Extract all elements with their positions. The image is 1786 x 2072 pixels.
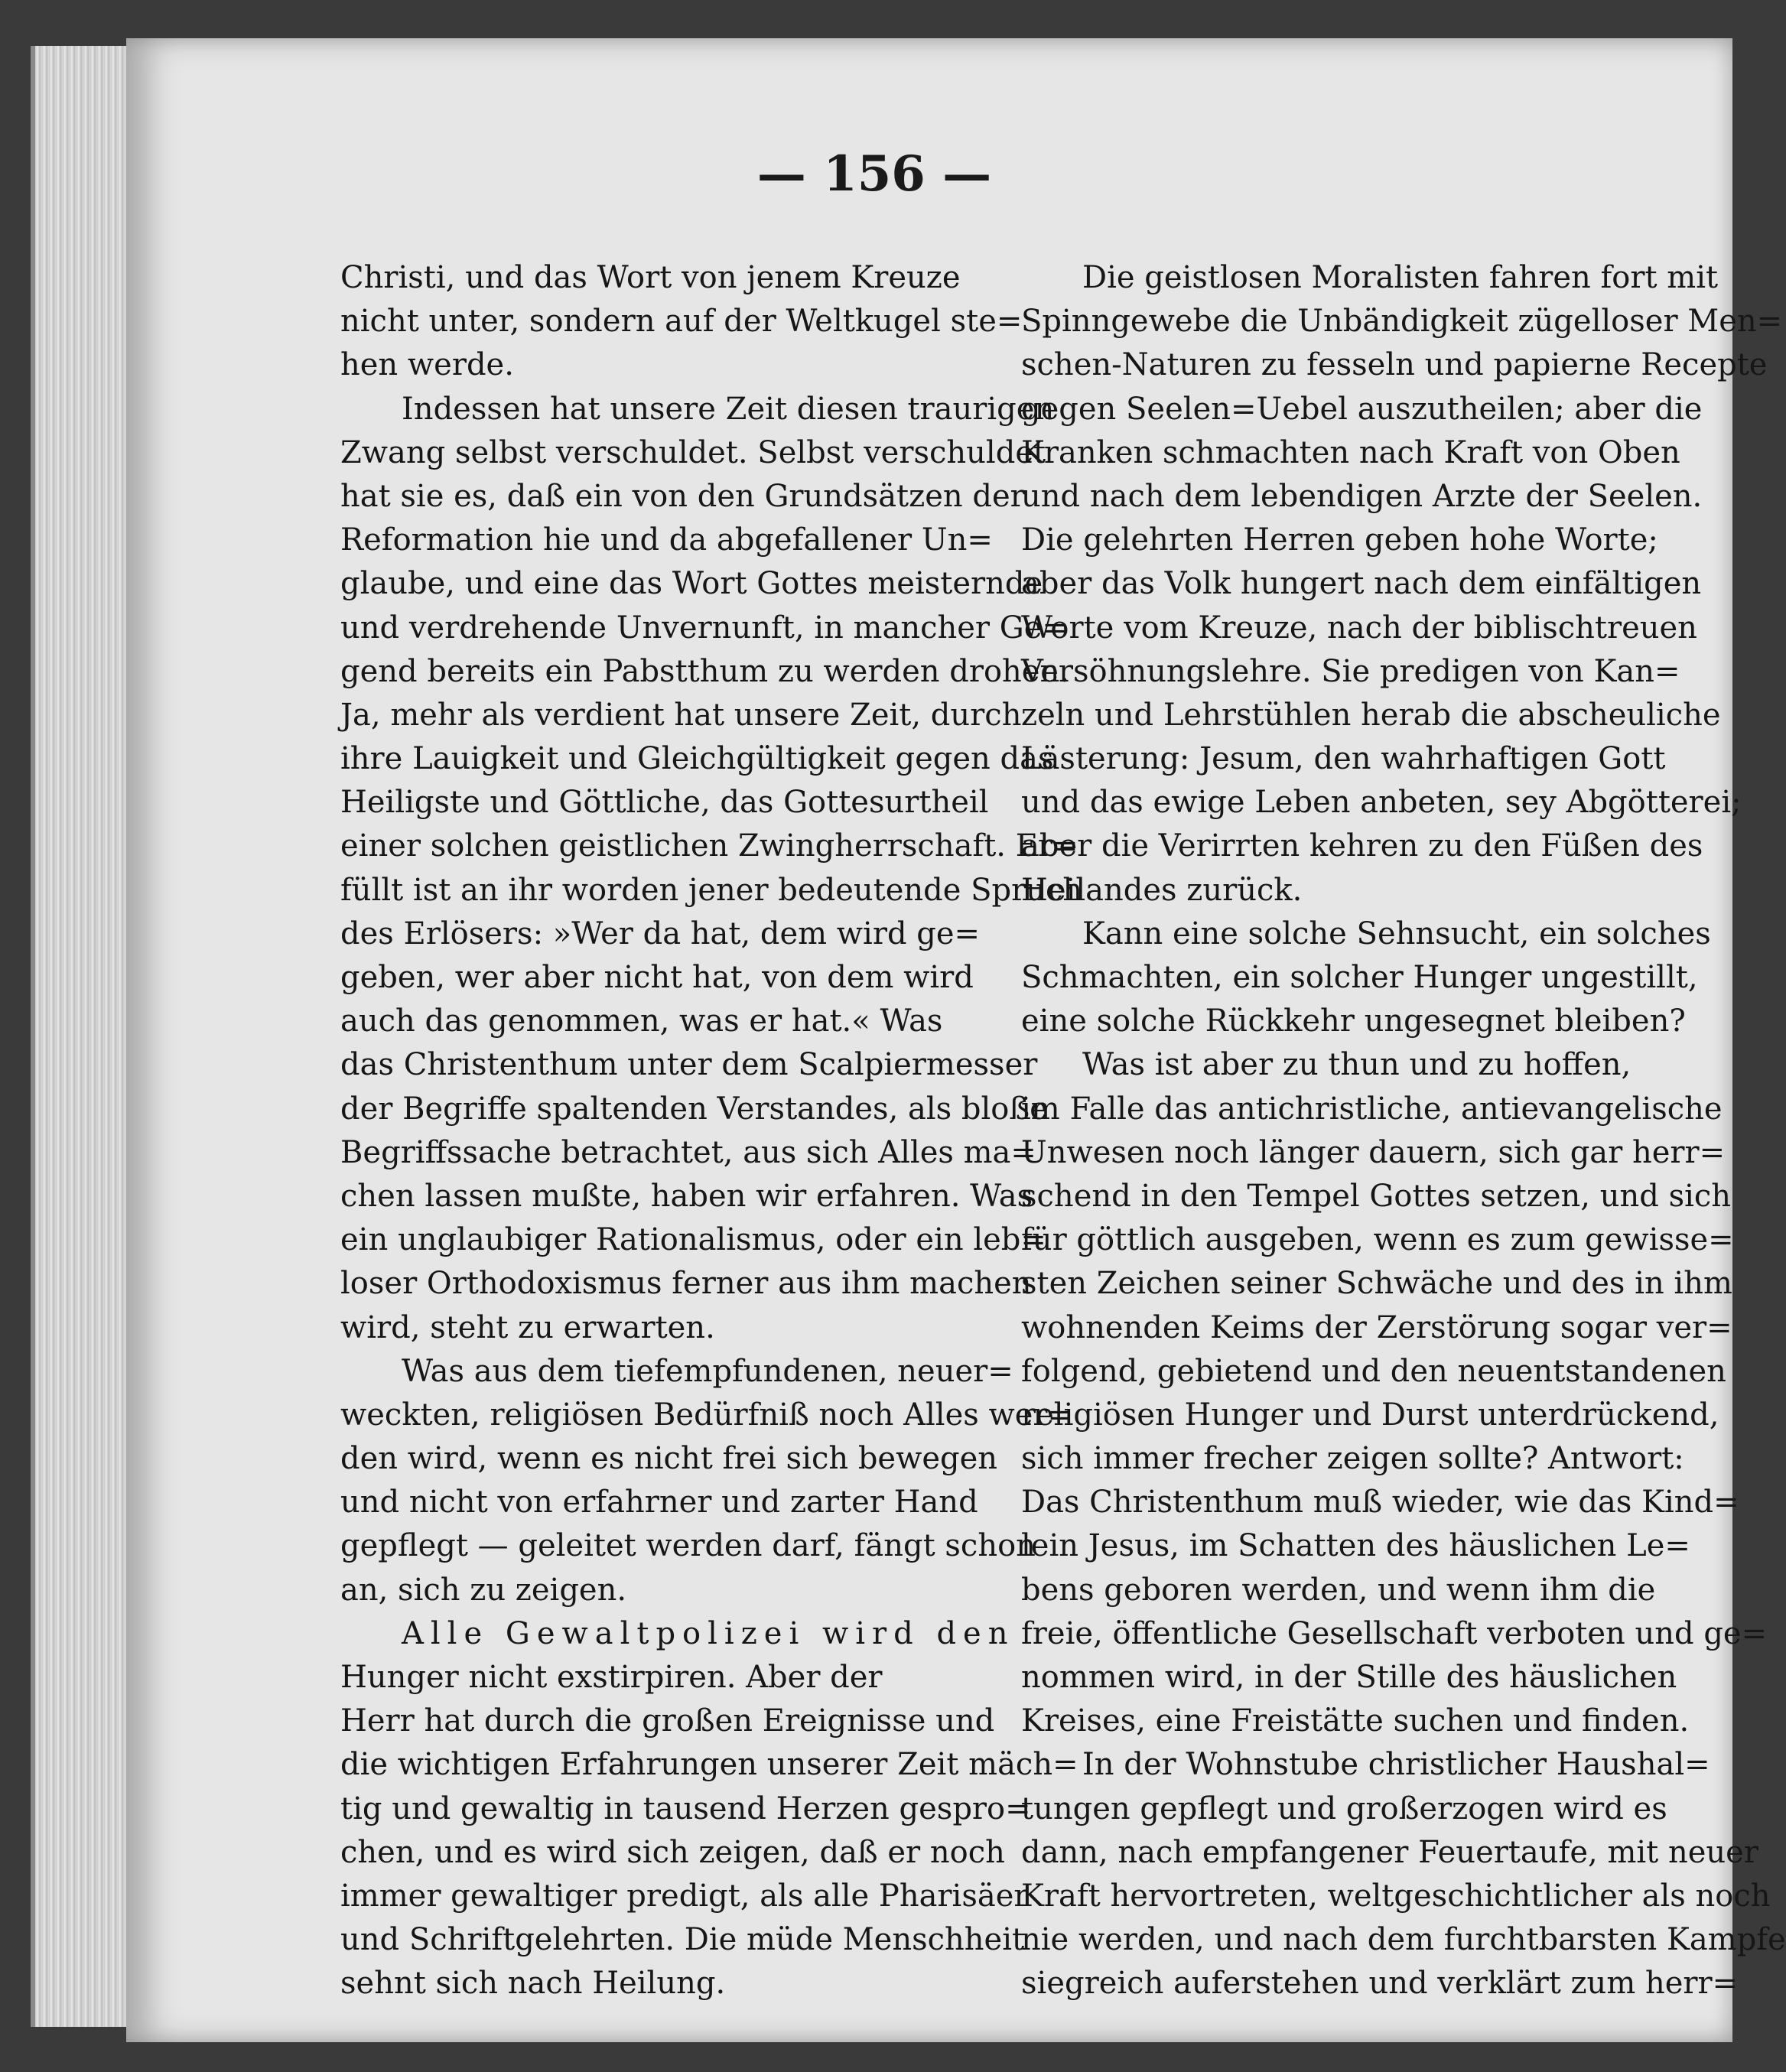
text-line: Begriffssache betrachtet, aus sich Alles ma= (340, 1134, 1036, 1170)
text-line: schen-Naturen zu fesseln und papierne Recepte (1021, 347, 1768, 383)
text-line: an, sich zu zeigen. (340, 1572, 627, 1608)
text-line: für göttlich ausgeben, wenn es zum gewisse= (1021, 1222, 1734, 1258)
text-line: des Erlösers: »Wer da hat, dem wird ge= (340, 916, 981, 951)
text-line: glaube, und eine das Wort Gottes meisternde (340, 566, 1043, 602)
text-line: und verdrehende Unvernunft, in mancher Ge= (340, 610, 1068, 646)
text-line: Schmachten, ein solcher Hunger ungestillt, (1021, 960, 1698, 995)
text-line: aber die Verirrten kehren zu den Füßen des (1021, 828, 1703, 864)
text-line: Zwang selbst verschuldet. Selbst verschuldet (340, 434, 1046, 470)
text-line: tig und gewaltig in tausend Herzen gespro= (340, 1791, 1031, 1826)
text-line: Was aus dem tiefempfundenen, neuer= (402, 1353, 1013, 1389)
text-line: Worte vom Kreuze, nach der biblischtreuen (1021, 610, 1697, 646)
text-line: sich immer frecher zeigen sollte? Antwort: (1021, 1441, 1684, 1477)
text-line: Reformation hie und da abgefallener Un= (340, 522, 993, 558)
text-line: eine solche Rückkehr ungesegnet bleiben? (1021, 1003, 1686, 1039)
text-line: Heilandes zurück. (1021, 872, 1303, 908)
text-line: chen, und es wird sich zeigen, daß er noch (340, 1834, 1005, 1870)
text-line: sten Zeichen seiner Schwäche und des in ihm (1021, 1266, 1732, 1302)
text-line: Kann eine solche Sehnsucht, ein solches (1082, 916, 1711, 951)
text-line: ihre Lauigkeit und Gleichgültigkeit gegen das (340, 741, 1054, 777)
text-line: den wird, wenn es nicht frei sich bewegen (340, 1441, 998, 1477)
text-line: lein Jesus, im Schatten des häuslichen Le= (1021, 1528, 1690, 1564)
text-line: einer solchen geistlichen Zwingherrschaft. Er= (340, 828, 1078, 864)
text-line: Indessen hat unsere Zeit diesen traurigen (402, 391, 1055, 427)
text-line: nie werden, und nach dem furchtbarsten Kampfe (1021, 1922, 1786, 1958)
text-line: zeln und Lehrstühlen herab die abscheuliche (1021, 697, 1721, 733)
text-line: füllt ist an ihr worden jener bedeutende Spruch (340, 872, 1083, 908)
left-text-column (340, 256, 1083, 2006)
text-line: und Schriftgelehrten. Die müde Menschheit (340, 1922, 1025, 1958)
text-line: Herr hat durch die großen Ereignisse und (340, 1703, 995, 1739)
text-line: sehnt sich nach Heilung. (340, 1966, 726, 2002)
text-line: Heiligste und Göttliche, das Gottesurtheil (340, 785, 989, 821)
text-line: Die gelehrten Herren geben hohe Worte; (1021, 522, 1658, 558)
page-number: — 156 — (756, 145, 992, 203)
text-line: gend bereits ein Pabstthum zu werden drohen. (340, 653, 1069, 689)
text-line: die wichtigen Erfahrungen unserer Zeit mäch= (340, 1747, 1078, 1783)
text-line: wohnenden Keims der Zerstörung sogar ver= (1021, 1309, 1732, 1345)
text-line: religiösen Hunger und Durst unterdrückend, (1021, 1397, 1719, 1433)
text-line: aber das Volk hungert nach dem einfältigen (1021, 566, 1702, 602)
text-line: gepflegt — geleitet werden darf, fängt schon (340, 1528, 1036, 1564)
text-line: Kreises, eine Freistätte suchen und finden. (1021, 1703, 1690, 1739)
text-line: freie, öffentliche Gesellschaft verboten und ge= (1021, 1615, 1768, 1651)
text-line: und nach dem lebendigen Arzte der Seelen. (1021, 478, 1703, 514)
text-line: der Begriffe spaltenden Verstandes, als bloße (340, 1091, 1048, 1127)
text-line: immer gewaltiger predigt, als alle Pharisäer (340, 1878, 1029, 1914)
text-line: auch das genommen, was er hat.« Was (340, 1003, 943, 1039)
text-line: ein unglaubiger Rationalismus, oder ein leb= (340, 1222, 1046, 1258)
text-line: nicht unter, sondern auf der Weltkugel ste= (340, 304, 1023, 340)
text-line: und nicht von erfahrner und zarter Hand (340, 1485, 978, 1521)
text-line: dann, nach empfangener Feuertaufe, mit neuer (1021, 1834, 1758, 1870)
text-line: Kranken schmachten nach Kraft von Oben (1021, 434, 1680, 470)
text-line: hen werde. (340, 347, 514, 383)
text-line: Alle Gewaltpolizei wird den (402, 1615, 1015, 1651)
text-line: schend in den Tempel Gottes setzen, und sich (1021, 1178, 1732, 1214)
text-line: folgend, gebietend und den neuentstandenen (1021, 1353, 1726, 1389)
text-line: Lästerung: Jesum, den wahrhaftigen Gott (1021, 741, 1666, 777)
right-text-column (1021, 256, 1786, 2006)
text-line: loser Orthodoxismus ferner aus ihm machen (340, 1266, 1032, 1302)
text-line: Spinngewebe die Unbändigkeit zügelloser Men= (1021, 304, 1783, 340)
text-line: Was ist aber zu thun und zu hoffen, (1082, 1047, 1631, 1083)
text-line: geben, wer aber nicht hat, von dem wird (340, 960, 974, 995)
text-line: Hunger nicht exstirpiren. Aber der (340, 1660, 883, 1695)
text-line: Kraft hervortreten, weltgeschichtlicher als noch (1021, 1878, 1771, 1914)
text-line: wird, steht zu erwarten. (340, 1309, 715, 1345)
text-line: Ja, mehr als verdient hat unsere Zeit, durch (340, 697, 1022, 733)
text-line: Christi, und das Wort von jenem Kreuze (340, 260, 961, 295)
text-line: und das ewige Leben anbeten, sey Abgötterei; (1021, 785, 1742, 821)
text-line: das Christenthum unter dem Scalpiermesser (340, 1047, 1038, 1083)
text-line: nommen wird, in der Stille des häuslichen (1021, 1660, 1677, 1695)
text-line: tungen gepflegt und großerzogen wird es (1021, 1791, 1667, 1826)
text-line: weckten, religiösen Bedürfniß noch Alles wer= (340, 1397, 1074, 1433)
text-line: Das Christenthum muß wieder, wie das Kind= (1021, 1485, 1739, 1521)
text-line: im Falle das antichristliche, antievangelische (1021, 1091, 1723, 1127)
text-line: In der Wohnstube christlicher Haushal= (1082, 1747, 1710, 1783)
text-line: Unwesen noch länger dauern, sich gar herr= (1021, 1134, 1726, 1170)
text-line: chen lassen mußte, haben wir erfahren. Was (340, 1178, 1033, 1214)
text-line: Versöhnungslehre. Sie predigen von Kan= (1021, 653, 1680, 689)
text-line: Die geistlosen Moralisten fahren fort mit (1082, 260, 1719, 295)
text-line: siegreich auferstehen und verklärt zum herr= (1021, 1966, 1739, 2002)
text-line: bens geboren werden, und wenn ihm die (1021, 1572, 1656, 1608)
text-line: gegen Seelen=Uebel auszutheilen; aber die (1021, 391, 1703, 427)
text-line: hat sie es, daß ein von den Grundsätzen der (340, 478, 1025, 514)
